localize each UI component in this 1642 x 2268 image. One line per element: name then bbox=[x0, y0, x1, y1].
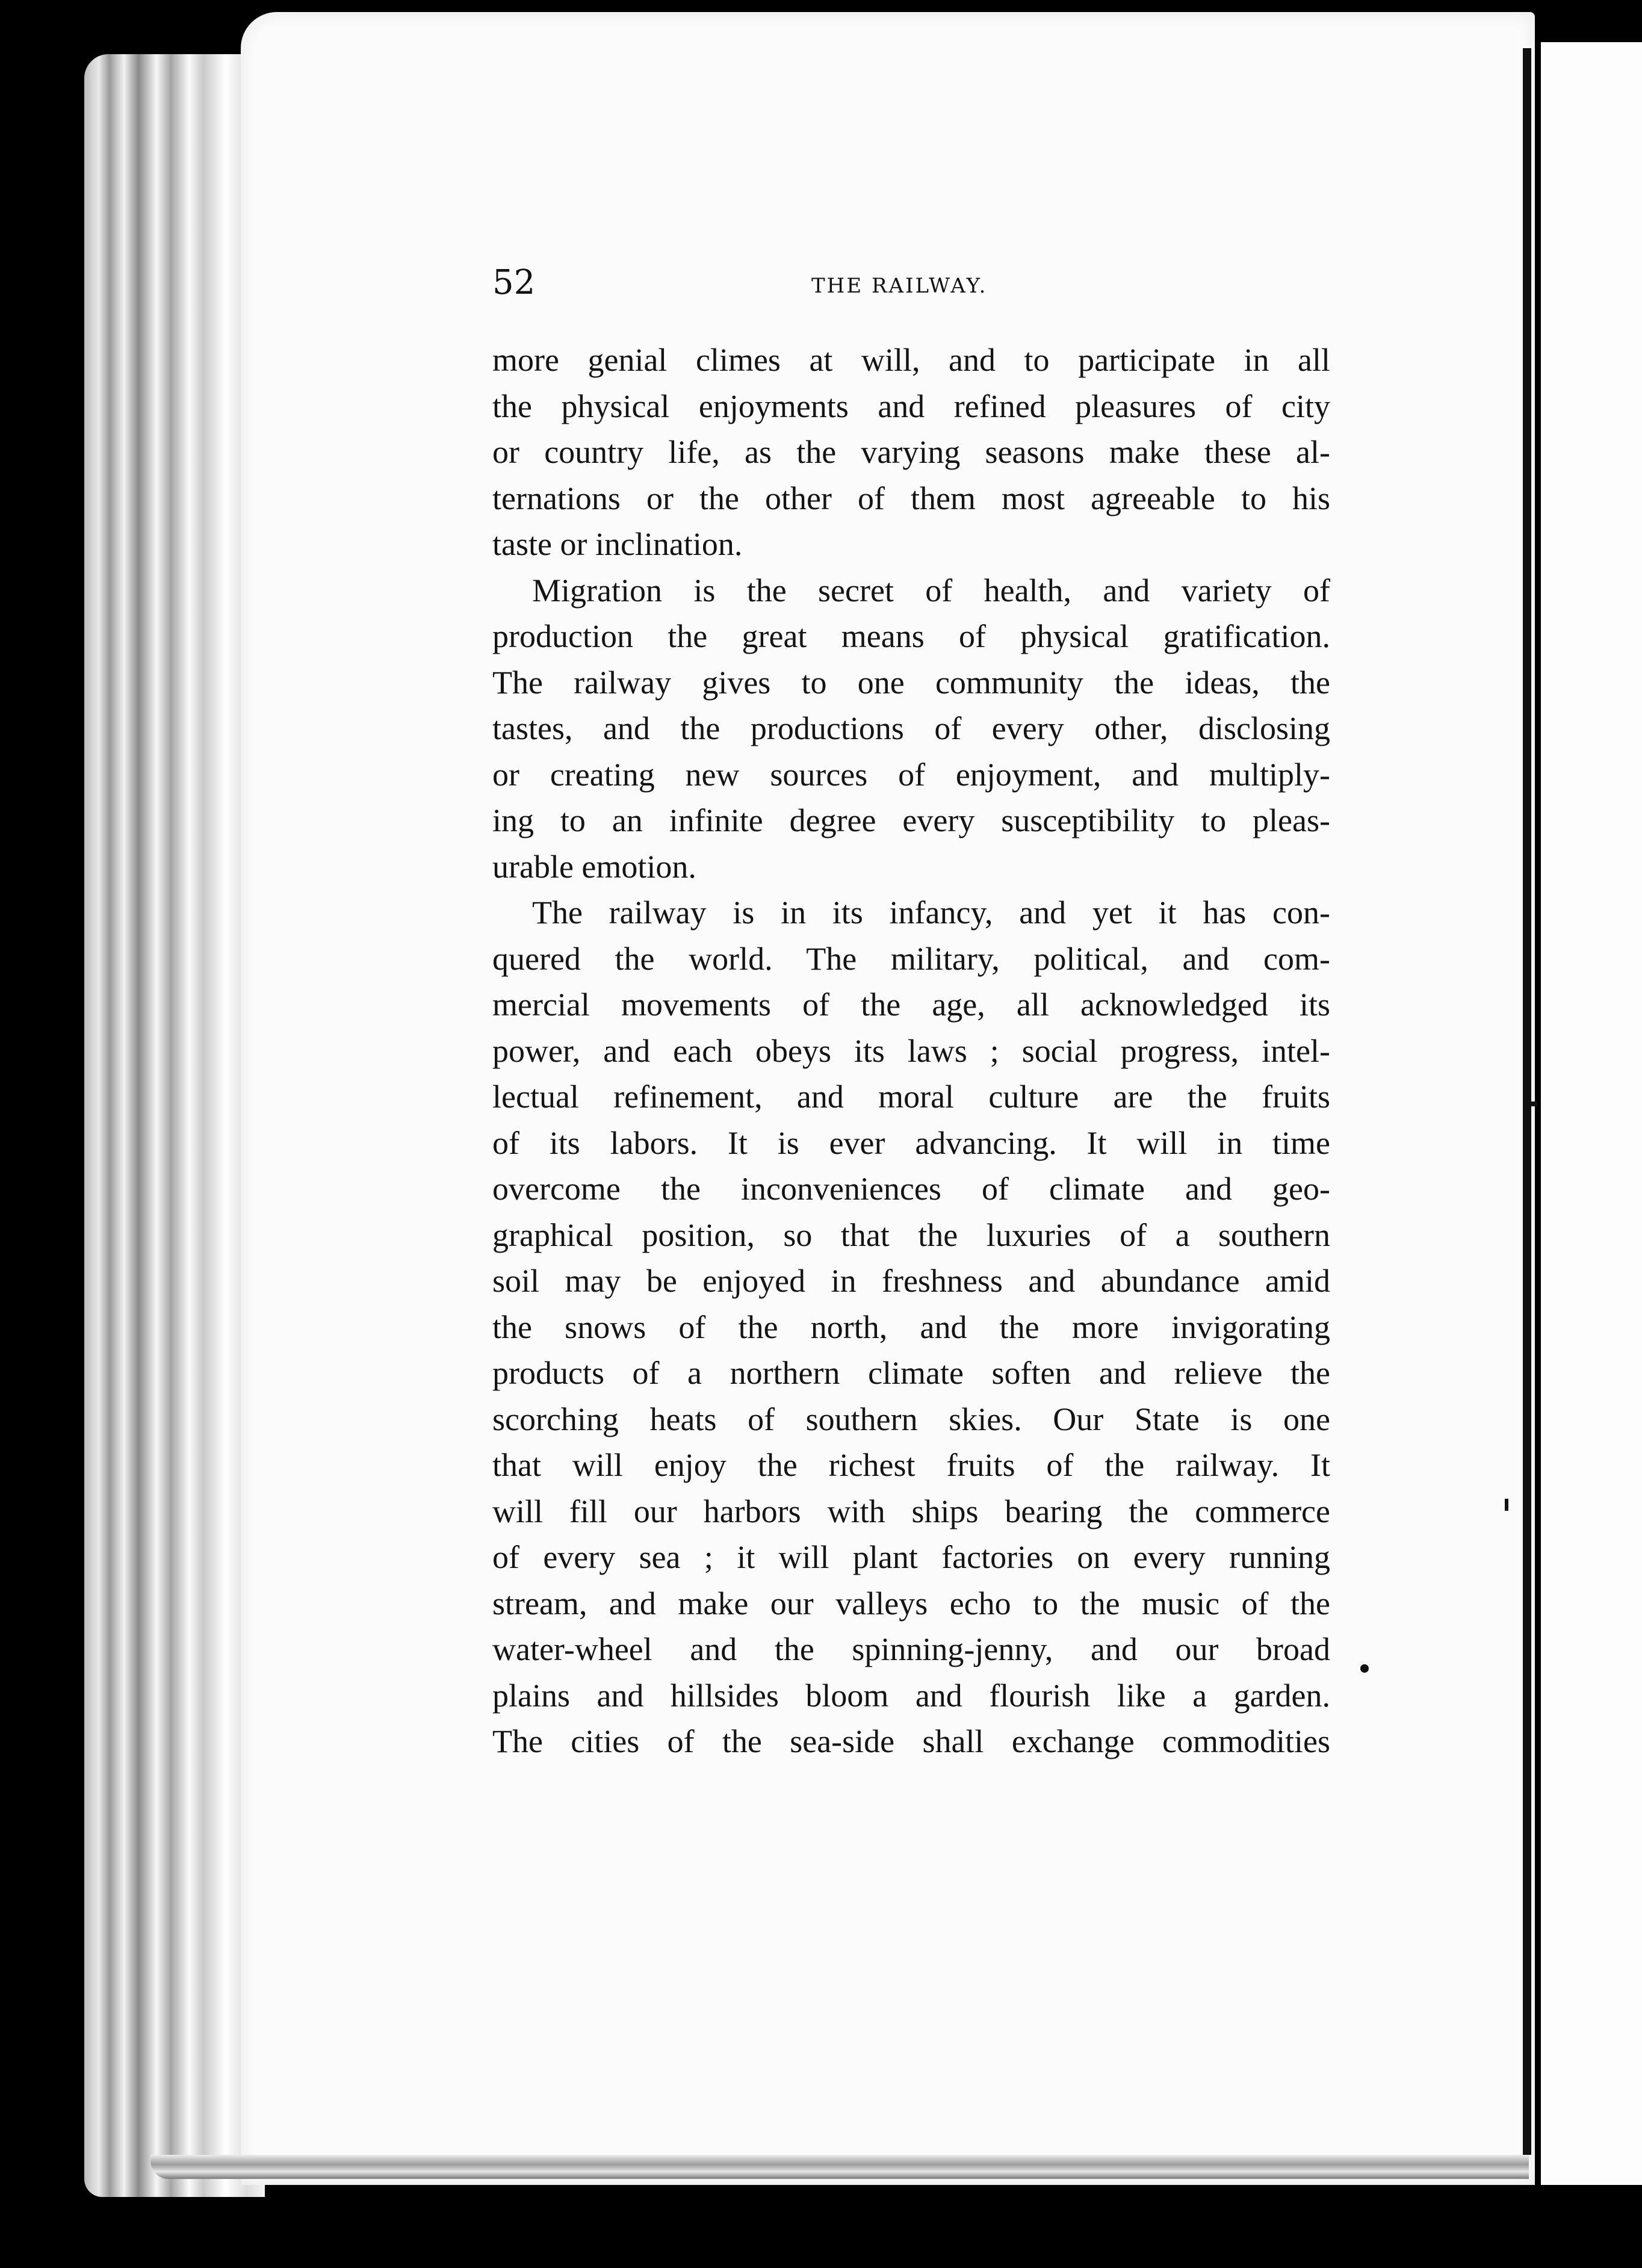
scan-speck bbox=[1360, 1664, 1369, 1673]
text-line: mercial movements of the age, all acknowledged its bbox=[492, 987, 1330, 1023]
text-line: production the great means of physical gratification. bbox=[492, 618, 1330, 654]
body-text bbox=[492, 337, 1330, 1765]
running-title: THE RAILWAY. bbox=[811, 274, 988, 298]
text-line: that will enjoy the richest fruits of the railway. It bbox=[492, 1447, 1330, 1483]
text-line: or country life, as the varying seasons make these al- bbox=[492, 434, 1330, 470]
scan-speck bbox=[1505, 1499, 1508, 1511]
text-line: ternations or the other of them most agreeable to his bbox=[492, 480, 1330, 516]
page-number: 52 bbox=[492, 263, 536, 302]
bottom-page-edge bbox=[150, 2155, 1529, 2179]
text-line: scorching heats of southern skies. Our State is one bbox=[492, 1401, 1330, 1437]
text-line: The railway gives to one community the ideas, the bbox=[492, 664, 1330, 701]
text-line: power, and each obeys its laws ; social progress, intel- bbox=[492, 1032, 1330, 1069]
text-line: tastes, and the productions of every other, disclosing bbox=[492, 710, 1330, 746]
text-line: products of a northern climate soften and relieve the bbox=[492, 1355, 1330, 1391]
text-line: or creating new sources of enjoyment, and multiply- bbox=[492, 756, 1330, 793]
text-line: the snows of the north, and the more invigorating bbox=[492, 1309, 1330, 1345]
facing-page-edge bbox=[1541, 42, 1642, 2185]
text-line: Migration is the secret of health, and variety of bbox=[532, 572, 1330, 609]
text-line: the physical enjoyments and refined pleasures of city bbox=[492, 388, 1330, 424]
text-line: soil may be enjoyed in freshness and abundance amid bbox=[492, 1263, 1330, 1299]
text-line: of its labors. It is ever advancing. It will in time bbox=[492, 1124, 1330, 1161]
text-line: will fill our harbors with ships bearing the commerce bbox=[492, 1493, 1330, 1529]
text-line: overcome the inconveniences of climate and geo- bbox=[492, 1171, 1330, 1207]
text-line: taste or inclination. bbox=[492, 526, 743, 562]
running-head bbox=[492, 259, 1329, 307]
text-line: lectual refinement, and moral culture are the fruits bbox=[492, 1079, 1330, 1115]
scan-speck bbox=[1526, 1101, 1537, 1106]
text-line: plains and hillsides bloom and flourish like a garden. bbox=[492, 1677, 1330, 1714]
text-line: quered the world. The military, political, and com- bbox=[492, 940, 1330, 977]
text-line: The cities of the sea-side shall exchange commodities bbox=[492, 1723, 1330, 1759]
text-line: The railway is in its infancy, and yet it has con- bbox=[532, 894, 1330, 931]
text-line: more genial climes at will, and to participate in all bbox=[492, 342, 1330, 378]
text-line: stream, and make our valleys echo to the music of the bbox=[492, 1585, 1330, 1622]
text-line: water-wheel and the spinning-jenny, and our broad bbox=[492, 1631, 1330, 1667]
text-line: graphical position, so that the luxuries of a southern bbox=[492, 1216, 1330, 1253]
text-line: urable emotion. bbox=[492, 848, 696, 885]
text-line: of every sea ; it will plant factories on every running bbox=[492, 1539, 1330, 1575]
page-edges bbox=[84, 54, 265, 2197]
text-line: ing to an infinite degree every susceptibility to pleas- bbox=[492, 802, 1330, 838]
